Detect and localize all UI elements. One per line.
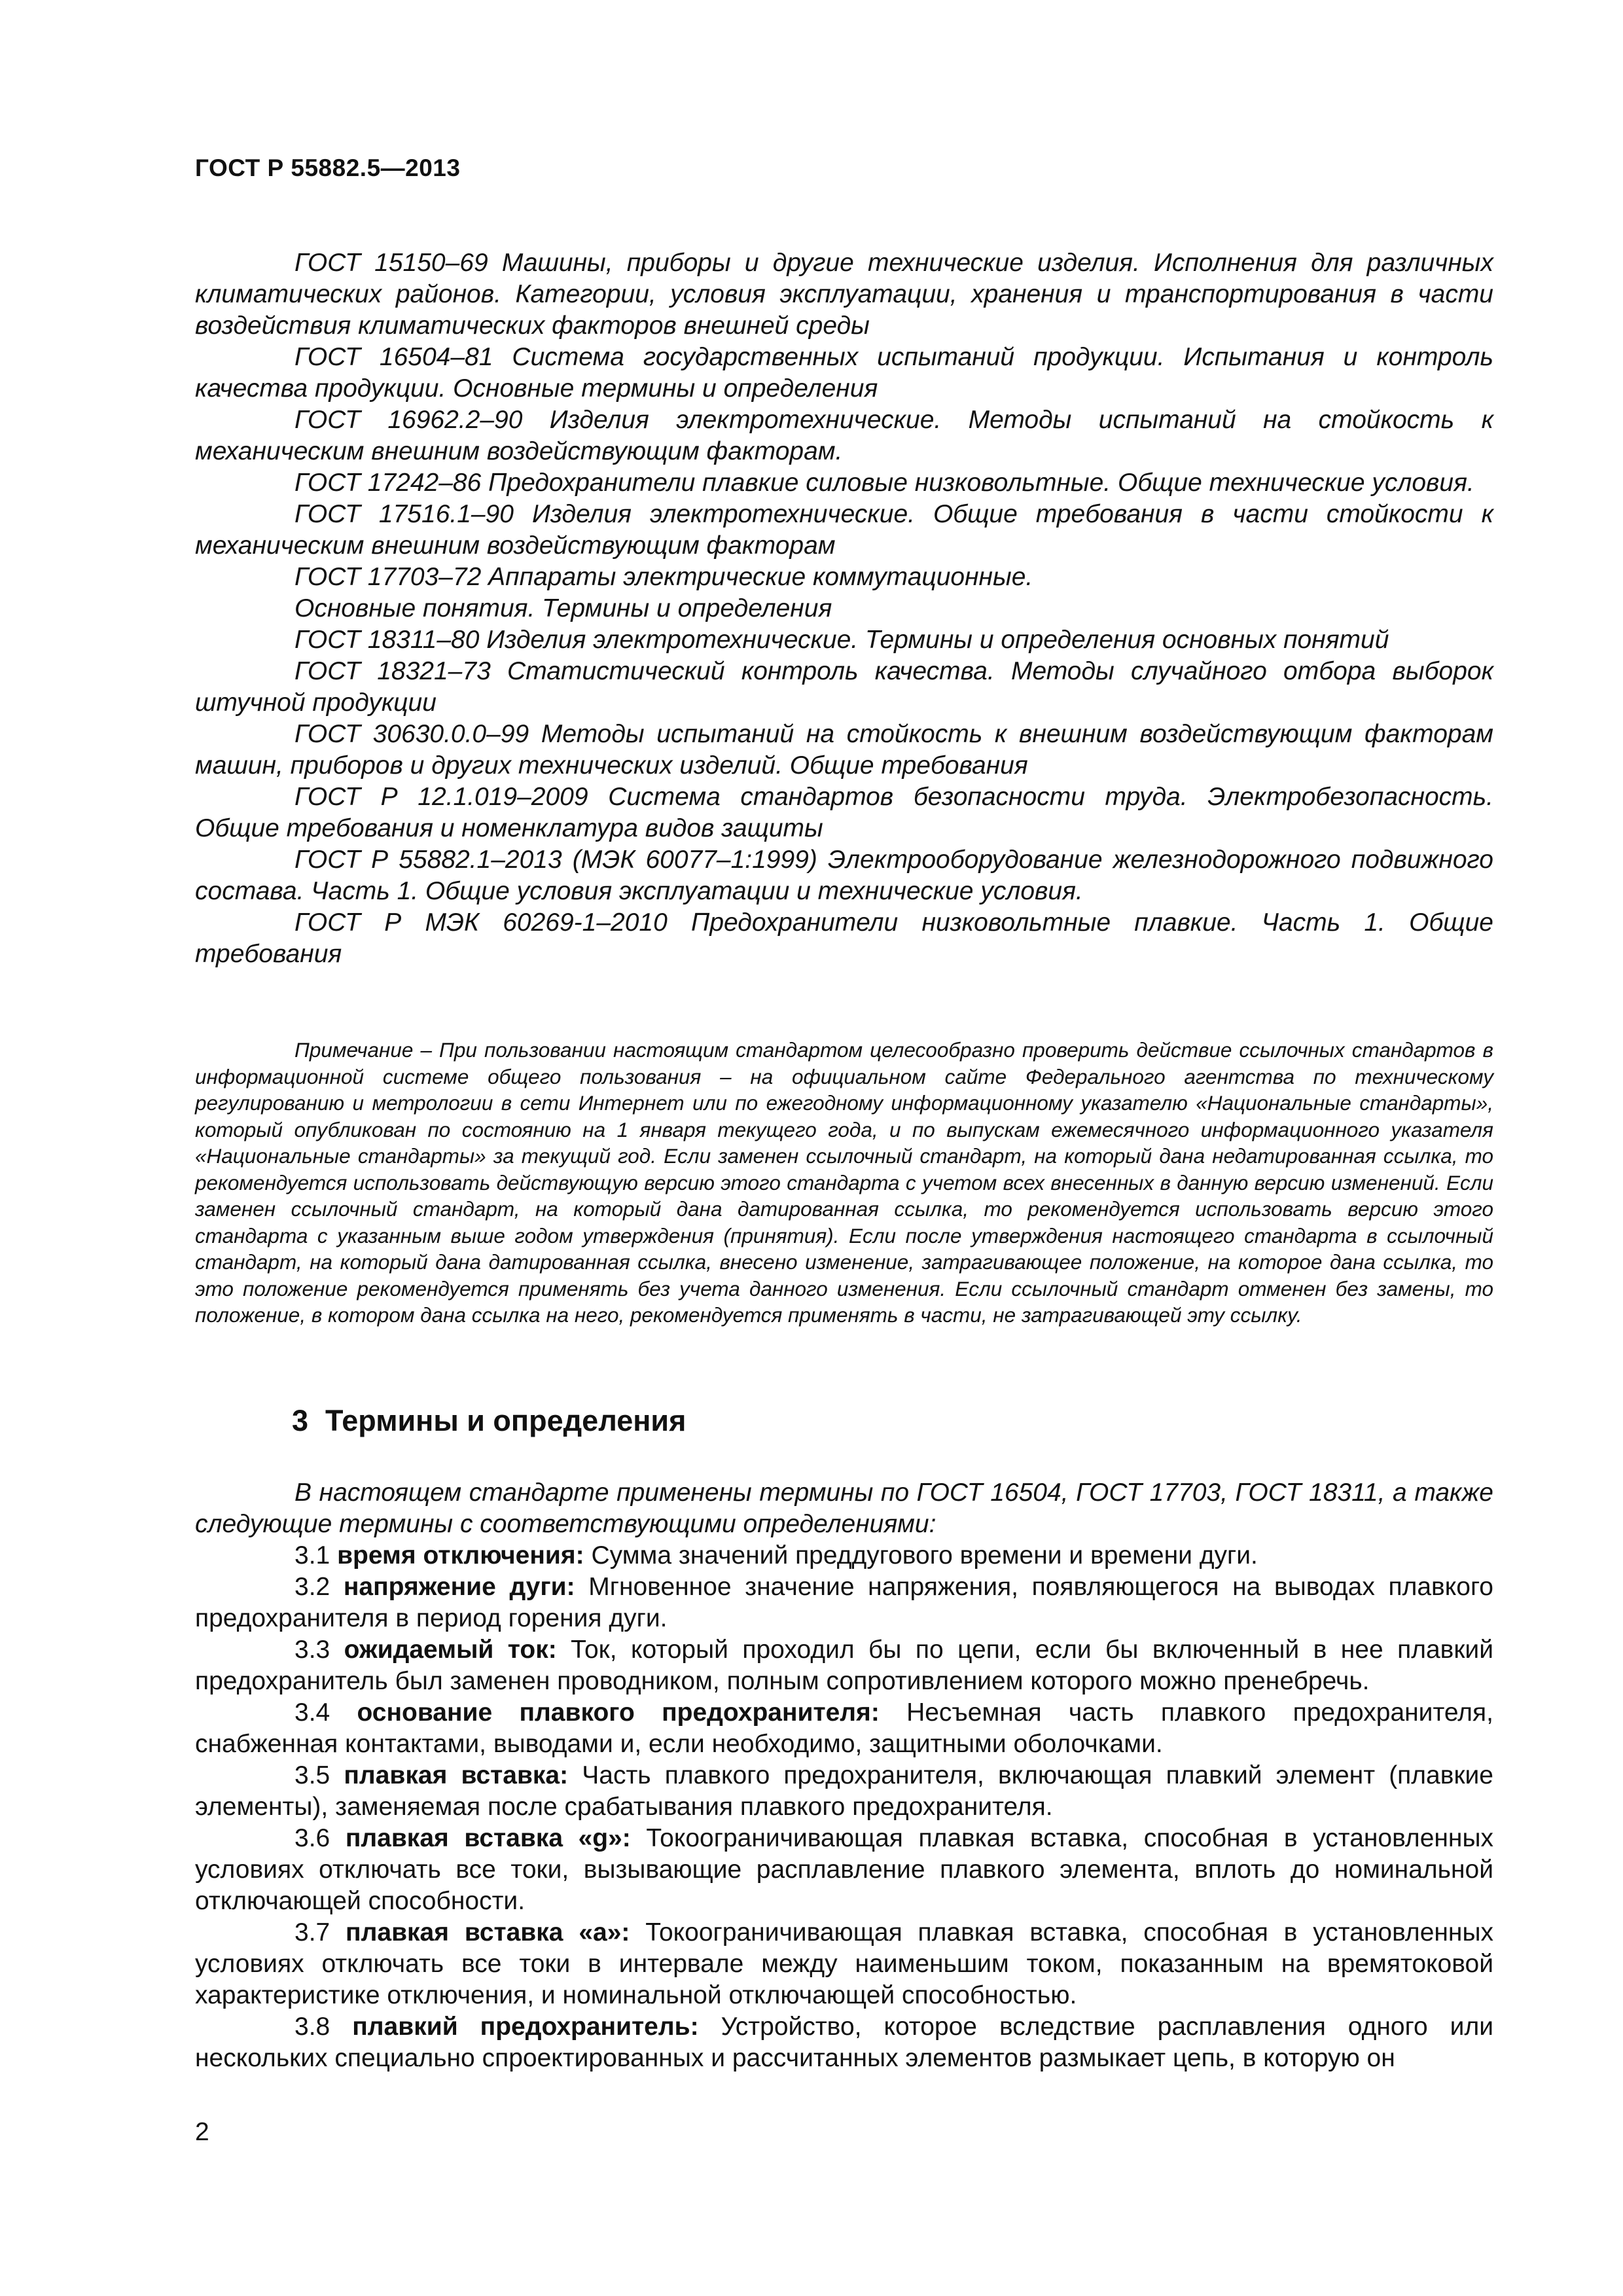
reference-item: ГОСТ Р 55882.1–2013 (МЭК 60077–1:1999) Электрооборудование железнодорожного подвижного состава. Часть 1. Общие условия эксплуатации и технические условия. (195, 846, 1493, 905)
term-number: 3.6 (294, 1824, 330, 1852)
document-header: ГОСТ Р 55882.5—2013 (195, 154, 461, 181)
term-definition: Сумма значений преддугового времени и времени дуги. (591, 1541, 1258, 1570)
term-name: плавкая вставка: (344, 1761, 569, 1789)
reference-item: ГОСТ 18311–80 Изделия электротехнические. Термины и определения основных понятий (294, 626, 1389, 654)
section-heading (292, 1404, 686, 1438)
reference-item: ГОСТ 17516.1–90 Изделия электротехнические. Общие требования в части стойкости к механическим внешним воздействующим факторам (195, 500, 1493, 560)
page-number: 2 (195, 2118, 209, 2146)
term-number: 3.1 (294, 1541, 330, 1570)
term-item (195, 1571, 1493, 1634)
term-definition: Токоограничивающая плавкая вставка, способная в установленных условиях отключать все токи, вызывающие расплавление плавкого элемента, вплоть до номинальной отключающей способности. (195, 1824, 1493, 1915)
term-item (195, 1917, 1493, 2011)
term-name: основание плавкого предохранителя: (357, 1698, 880, 1727)
term-definition: Ток, который проходил бы по цепи, если бы включенный в нее плавкий предохранитель был заменен проводником, полным сопротивлением которого можно пренебречь. (195, 1636, 1494, 1695)
term-definition: Токоограничивающая плавкая вставка, способная в установленных условиях отключать все токи в интервале между наименьшим током, показанным на времятоковой характеристике отключения, и номинальной отключающей способностью. (195, 1918, 1493, 2009)
term-number: 3.5 (294, 1761, 330, 1789)
reference-item: Основные понятия. Термины и определения (294, 594, 832, 622)
reference-item: ГОСТ 17703–72 Аппараты электрические коммутационные. (294, 563, 1033, 591)
section-number: 3 (292, 1404, 309, 1437)
term-definition: Устройство, которое вследствие расплавления одного или нескольких специально спроектированных и рассчитанных элементов размыкает цепь, в которую он (195, 2013, 1493, 2072)
reference-item: ГОСТ 17242–86 Предохранители плавкие силовые низковольтные. Общие технические условия. (294, 469, 1474, 497)
normative-references (195, 247, 1493, 970)
term-number: 3.4 (294, 1698, 330, 1727)
term-item (195, 1823, 1493, 1917)
term-definition: Часть плавкого предохранителя, включающая плавкий элемент (плавкие элементы), заменяемая после срабатывания плавкого предохранителя. (195, 1761, 1493, 1821)
reference-item: ГОСТ Р 12.1.019–2009 Система стандартов безопасности труда. Электробезопасность. Общие требования и номенклатура видов защиты (195, 783, 1493, 842)
term-name: напряжение дуги: (343, 1573, 575, 1601)
term-number: 3.7 (294, 1918, 330, 1946)
terms-intro: В настоящем стандарте применены термины по ГОСТ 16504, ГОСТ 17703, ГОСТ 18311, а также следующие термины с соответствующими определениями: (195, 1479, 1493, 1538)
term-item (195, 1760, 1493, 1823)
term-definition: Несъемная часть плавкого предохранителя, снабженная контактами, выводами и, если необходимо, защитными оболочками. (195, 1698, 1493, 1758)
section-title: Термины и определения (325, 1404, 687, 1437)
term-number: 3.2 (294, 1573, 330, 1601)
term-item (195, 1634, 1493, 1697)
term-number: 3.3 (294, 1636, 330, 1664)
term-name: время отключения: (337, 1541, 584, 1570)
reference-item: ГОСТ 18321–73 Статистический контроль качества. Методы случайного отбора выборок штучной продукции (195, 657, 1493, 717)
term-item (195, 1697, 1493, 1760)
reference-item: ГОСТ 30630.0.0–99 Методы испытаний на стойкость к внешним воздействующим факторам машин, приборов и других технических изделий. Общие требования (195, 720, 1493, 780)
term-name: плавкий предохранитель: (352, 2013, 699, 2041)
term-name: плавкая вставка «а»: (346, 1918, 630, 1946)
term-name: ожидаемый ток: (344, 1636, 557, 1664)
term-item (195, 1540, 1493, 1571)
term-item (195, 2011, 1493, 2074)
term-definition: Мгновенное значение напряжения, появляющегося на выводах плавкого предохранителя в период горения дуги. (195, 1573, 1493, 1632)
term-number: 3.8 (294, 2013, 330, 2041)
reference-item: ГОСТ Р МЭК 60269-1–2010 Предохранители низковольтные плавкие. Часть 1. Общие требования (195, 908, 1493, 968)
reference-item: ГОСТ 16504–81 Система государственных испытаний продукции. Испытания и контроль качества продукции. Основные термины и определения (195, 343, 1493, 403)
reference-item: ГОСТ 16962.2–90 Изделия электротехнические. Методы испытаний на стойкость к механическим внешним воздействующим факторам. (195, 406, 1493, 465)
references-note: Примечание – При пользовании настоящим стандартом целесообразно проверить действие ссылочных стандартов в информационной системе общего пользования – на официальном сайте Федерального агентства по техническому регулированию и метрологии в сети Интернет или по ежегодному информационному указателю «Национальные стандарты», который опубликован по состоянию на 1 января текущего года, и по выпускам ежемесячного информационного указателя «Национальные стандарты» за текущий год. Если заменен ссылочный стандарт, на который дана недатированная ссылка, то рекомендуется использовать действующую версию этого стандарта с учетом всех внесенных в данную версию изменений. Если заменен ссылочный стандарт, на который дана датированная ссылка, то рекомендуется использовать версию этого стандарта с указанным выше годом утверждения (принятия). Если после утверждения настоящего стандарта в ссылочный стандарт, на который дана датированная ссылка, внесено изменение, затрагивающее положение, на которое дана ссылка, то это положение рекомендуется применять без учета данного изменения. Если ссылочный стандарт отменен без замены, то положение, в котором дана ссылка на него, рекомендуется применять в части, не затрагивающей эту ссылку. (195, 1038, 1493, 1327)
terms-list (195, 1477, 1493, 2074)
term-name: плавкая вставка «g»: (345, 1824, 631, 1852)
reference-item: ГОСТ 15150–69 Машины, приборы и другие технические изделия. Исполнения для различных климатических районов. Категории, условия эксплуатации, хранения и транспортирования в части воздействия климатических факторов внешней среды (195, 249, 1493, 340)
